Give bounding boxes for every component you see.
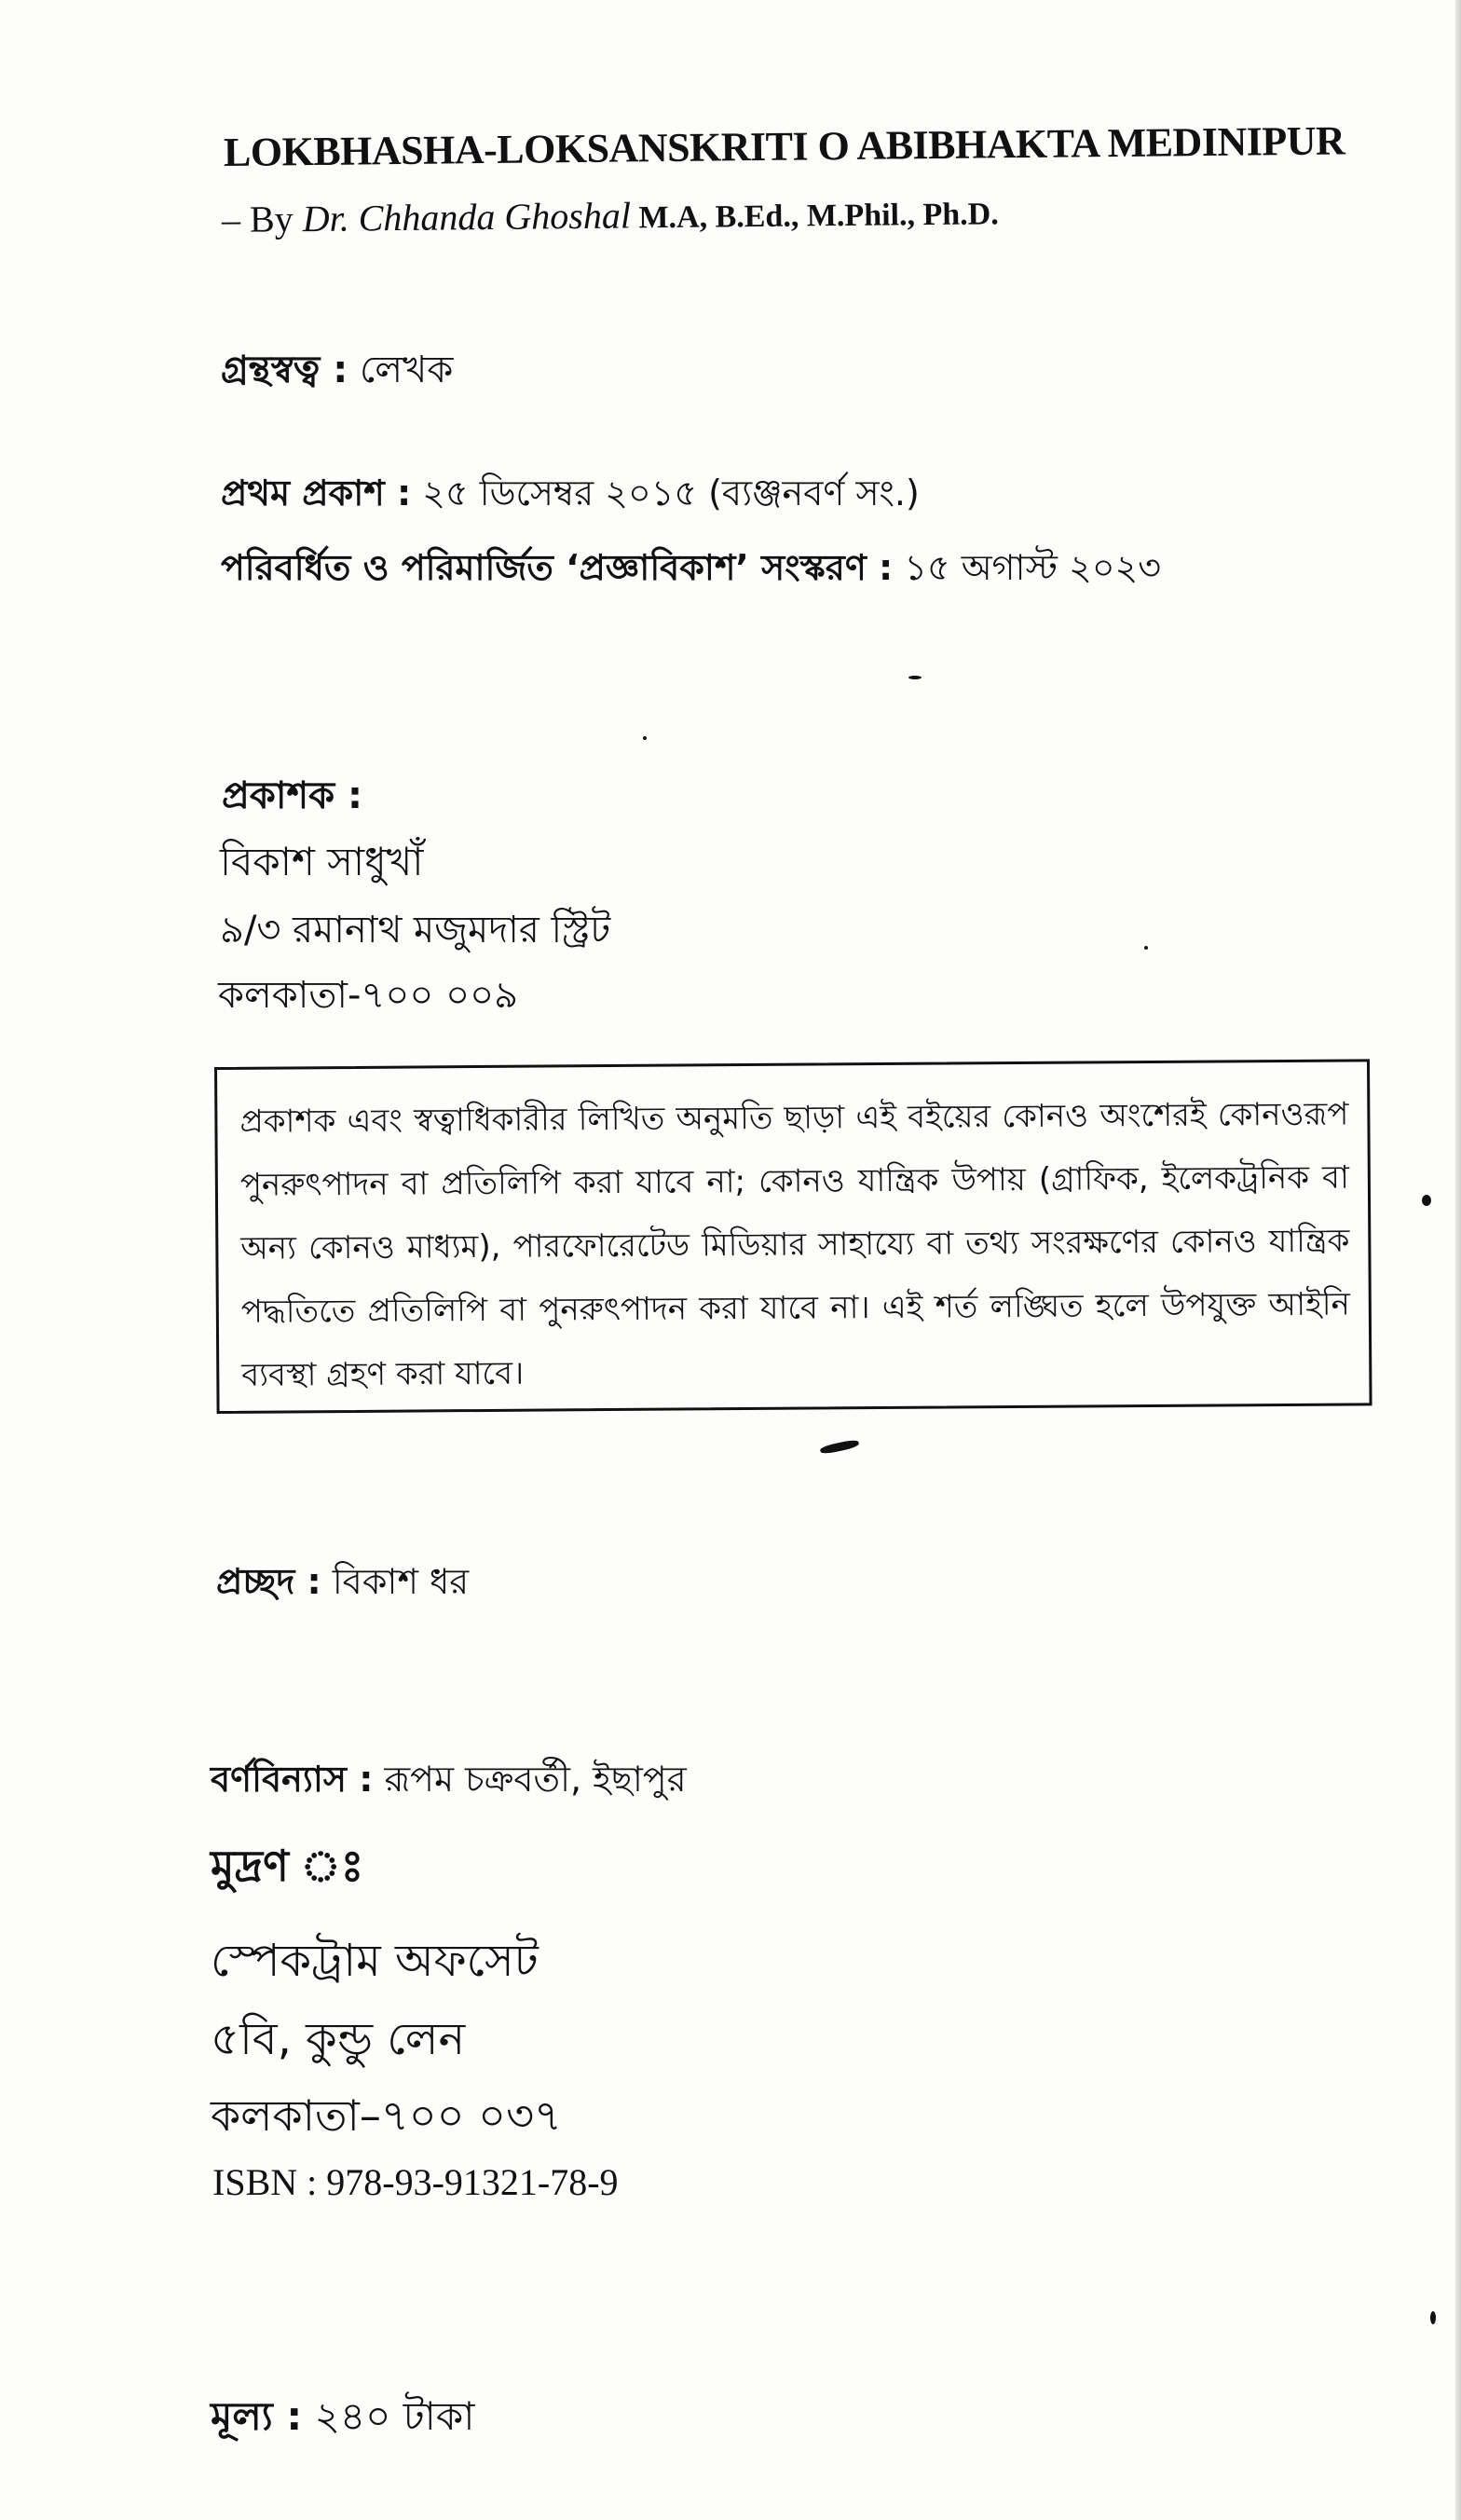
scan-speck (908, 676, 922, 679)
copyright-value: লেখক (348, 349, 454, 391)
scan-speck (643, 736, 647, 740)
publisher-address-line2: কলকাতা-৭০০ ০০৯ (218, 974, 519, 1017)
author-byline (222, 189, 999, 241)
book-title: LOKBHASHA-LOKSANSKRITI O ABIBHAKTA MEDINIPUR (223, 117, 1345, 175)
printer-name: স্পেকট্রাম অফসেট (211, 1935, 539, 1987)
page-edge-shadow (1455, 0, 1461, 2520)
first-publication-value: ২৫ ডিসেম্বর ২০১৫ (ব্যঞ্জনবর্ণ সং.) (411, 472, 920, 514)
publisher-label: প্রকাশক : (222, 774, 363, 817)
revised-edition-value: ১৫ অগাস্ট ২০২৩ (893, 547, 1161, 588)
printer-address-line2: কলকাতা–৭০০ ০৩৭ (211, 2090, 562, 2141)
typesetting-value: রূপম চক্রবর্তী, ইছাপুর (373, 1759, 687, 1800)
scan-speck (1144, 946, 1148, 950)
scan-speck (1430, 2311, 1436, 2324)
price-value: ২৪০ টাকা (302, 2393, 475, 2439)
author-name: Dr. Chhanda Ghoshal (302, 194, 632, 240)
copyright-line (221, 340, 453, 403)
copyright-label: গ্রন্থস্বত্ব : (221, 349, 348, 391)
printer-address-line1: ৫বি, কুন্ডু লেন (211, 2013, 466, 2065)
typesetting-label: বর্ণবিন্যাস : (211, 1759, 374, 1800)
copyright-notice-text: প্রকাশক এবং স্বত্বাধিকারীর লিখিত অনুমতি ছাড়া এই বইয়ের কোনও অংশেরই কোনওরূপ পুনরুৎপাদন বা প্রতিলিপি করা যাবে না; কোনও যান্ত্রিক উপায় (গ্রাফিক, ইলেকট্রনিক বা অন্য কোনও মাধ্যম), পারফোরেটেড মিডিয়ার সাহায্যে বা তথ্য সংরক্ষণের কোনও যান্ত্রিক পদ্ধতিতে প্রতিলিপি বা পুনরুৎপাদন করা যাবে না। এই শর্ত লঙ্ঘিত হলে উপযুক্ত আইনি ব্যবস্থা গ্রহণ করা যাবে। (239, 1095, 1350, 1394)
cover-label: প্রচ্ছদ : (216, 1561, 321, 1602)
copyright-notice-box (214, 1059, 1372, 1414)
cover-value: বিকাশ ধর (321, 1561, 470, 1602)
first-publication-line (221, 466, 920, 526)
price-label: মূল্য : (211, 2393, 303, 2439)
publisher-name: বিকাশ সাধুখাঁ (220, 839, 424, 884)
publisher-address-line1: ৯/৩ রমানাথ মজুমদার স্ট্রিট (220, 909, 611, 952)
scan-speck (1422, 1195, 1431, 1206)
cover-credit-line (216, 1554, 469, 1614)
printing-label: মুদ্রণ ঃ (211, 1841, 364, 1891)
byline-prefix: – By (221, 198, 303, 240)
price-line (211, 2386, 474, 2452)
first-publication-label: প্রথম প্রকাশ : (221, 472, 412, 514)
revised-edition-line (221, 541, 1161, 600)
revised-edition-label: পরিবর্ধিত ও পরিমার্জিত ‘প্রজ্ঞাবিকাশ’ সংস্করণ : (221, 547, 894, 588)
typesetting-line (211, 1752, 687, 1812)
author-qualifications: M.A, B.Ed., M.Phil., Ph.D. (630, 197, 999, 236)
scan-speck (820, 1439, 860, 1456)
isbn-line: ISBN : 978-93-91321-78-9 (212, 2161, 619, 2203)
